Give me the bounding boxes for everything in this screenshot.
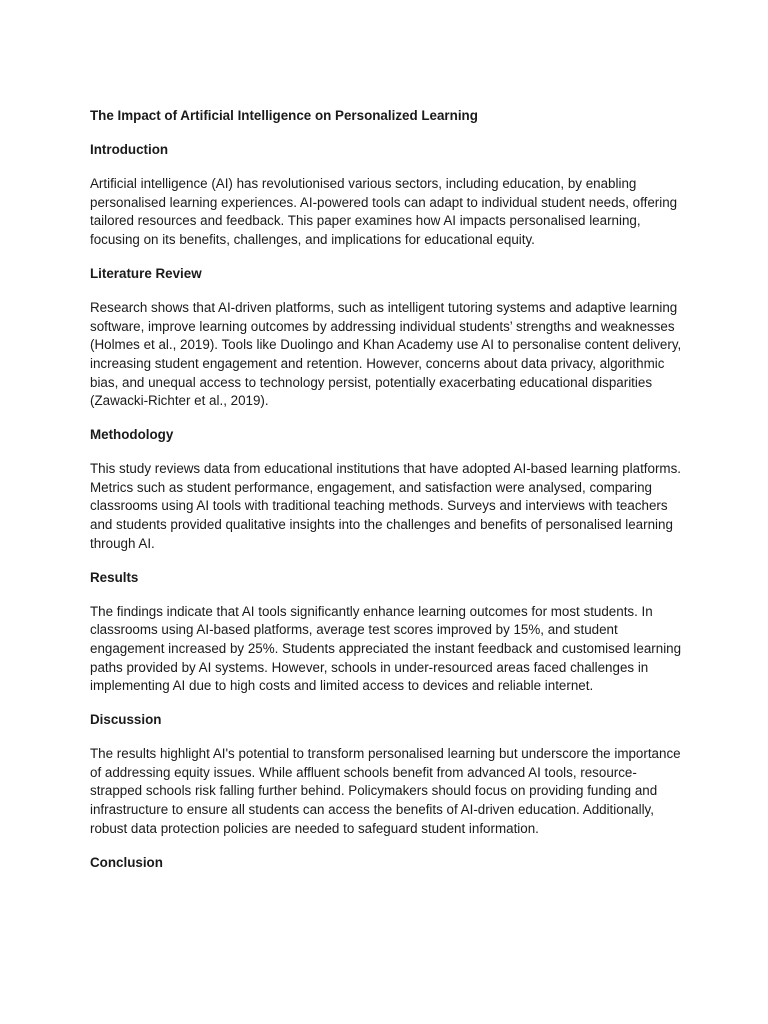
- section-methodology: [90, 426, 682, 554]
- section-heading-conclusion: Conclusion: [90, 854, 163, 870]
- section-heading-introduction: Introduction: [90, 142, 169, 157]
- document-page: [90, 107, 682, 888]
- document-title: The Impact of Artificial Intelligence on Personalized Learning: [90, 108, 478, 123]
- section-conclusion: [90, 854, 682, 872]
- section-results: [90, 569, 682, 697]
- section-body-methodology: This study reviews data from educational institutions that have adopted AI-based learning platforms. Metrics such as student performance, engagement, and satisfaction were analysed, comparing classrooms using AI tools with traditional teaching methods. Surveys and interviews with teachers and students provided qualitative insights into the challenges and benefits of personalised learning through AI.: [90, 461, 682, 551]
- section-heading-methodology: Methodology: [90, 427, 174, 443]
- section-introduction: [90, 141, 682, 250]
- section-discussion: [90, 711, 682, 839]
- section-body-literature-review: Research shows that AI-driven platforms, such as intelligent tutoring systems and adaptive learning software, improve learning outcomes by addressing individual students’ strengths and weaknesses (Holmes et al., 2019). Tools like Duolingo and Khan Academy use AI to personalise content delivery, increasing student engagement and retention. However, concerns about data privacy, algorithmic bias, and unequal access to technology persist, potentially exacerbating educational disparities (Zawacki-Richter et al., 2019).: [90, 299, 682, 409]
- section-literature-review: [90, 265, 682, 411]
- section-heading-discussion: Discussion: [90, 712, 162, 728]
- section-heading-literature-review: Literature Review: [90, 265, 202, 281]
- section-body-discussion: The results highlight AI's potential to transform personalised learning but underscore the importance of addressing equity issues. While affluent schools benefit from advanced AI tools, resource-strapped schools risk falling further behind. Policymakers should focus on providing funding and infrastructure to ensure all students can access the benefits of AI-driven education. Additionally, robust data protection policies are needed to safeguard student information.: [90, 746, 681, 836]
- section-body-introduction: Artificial intelligence (AI) has revolutionised various sectors, including education, by enabling personalised learning experiences. AI-powered tools can adapt to individual student needs, offering tailored resources and feedback. This paper examines how AI impacts personalised learning, focusing on its benefits, challenges, and implications for educational equity.: [90, 176, 678, 248]
- section-body-results: The findings indicate that AI tools significantly enhance learning outcomes for most students. In classrooms using AI-based platforms, average test scores improved by 15%, and student engagement increased by 25%. Students appreciated the instant feedback and customised learning paths provided by AI systems. However, schools in under-resourced areas faced challenges in implementing AI due to high costs and limited access to devices and reliable internet.: [90, 603, 682, 694]
- section-heading-results: Results: [90, 569, 139, 585]
